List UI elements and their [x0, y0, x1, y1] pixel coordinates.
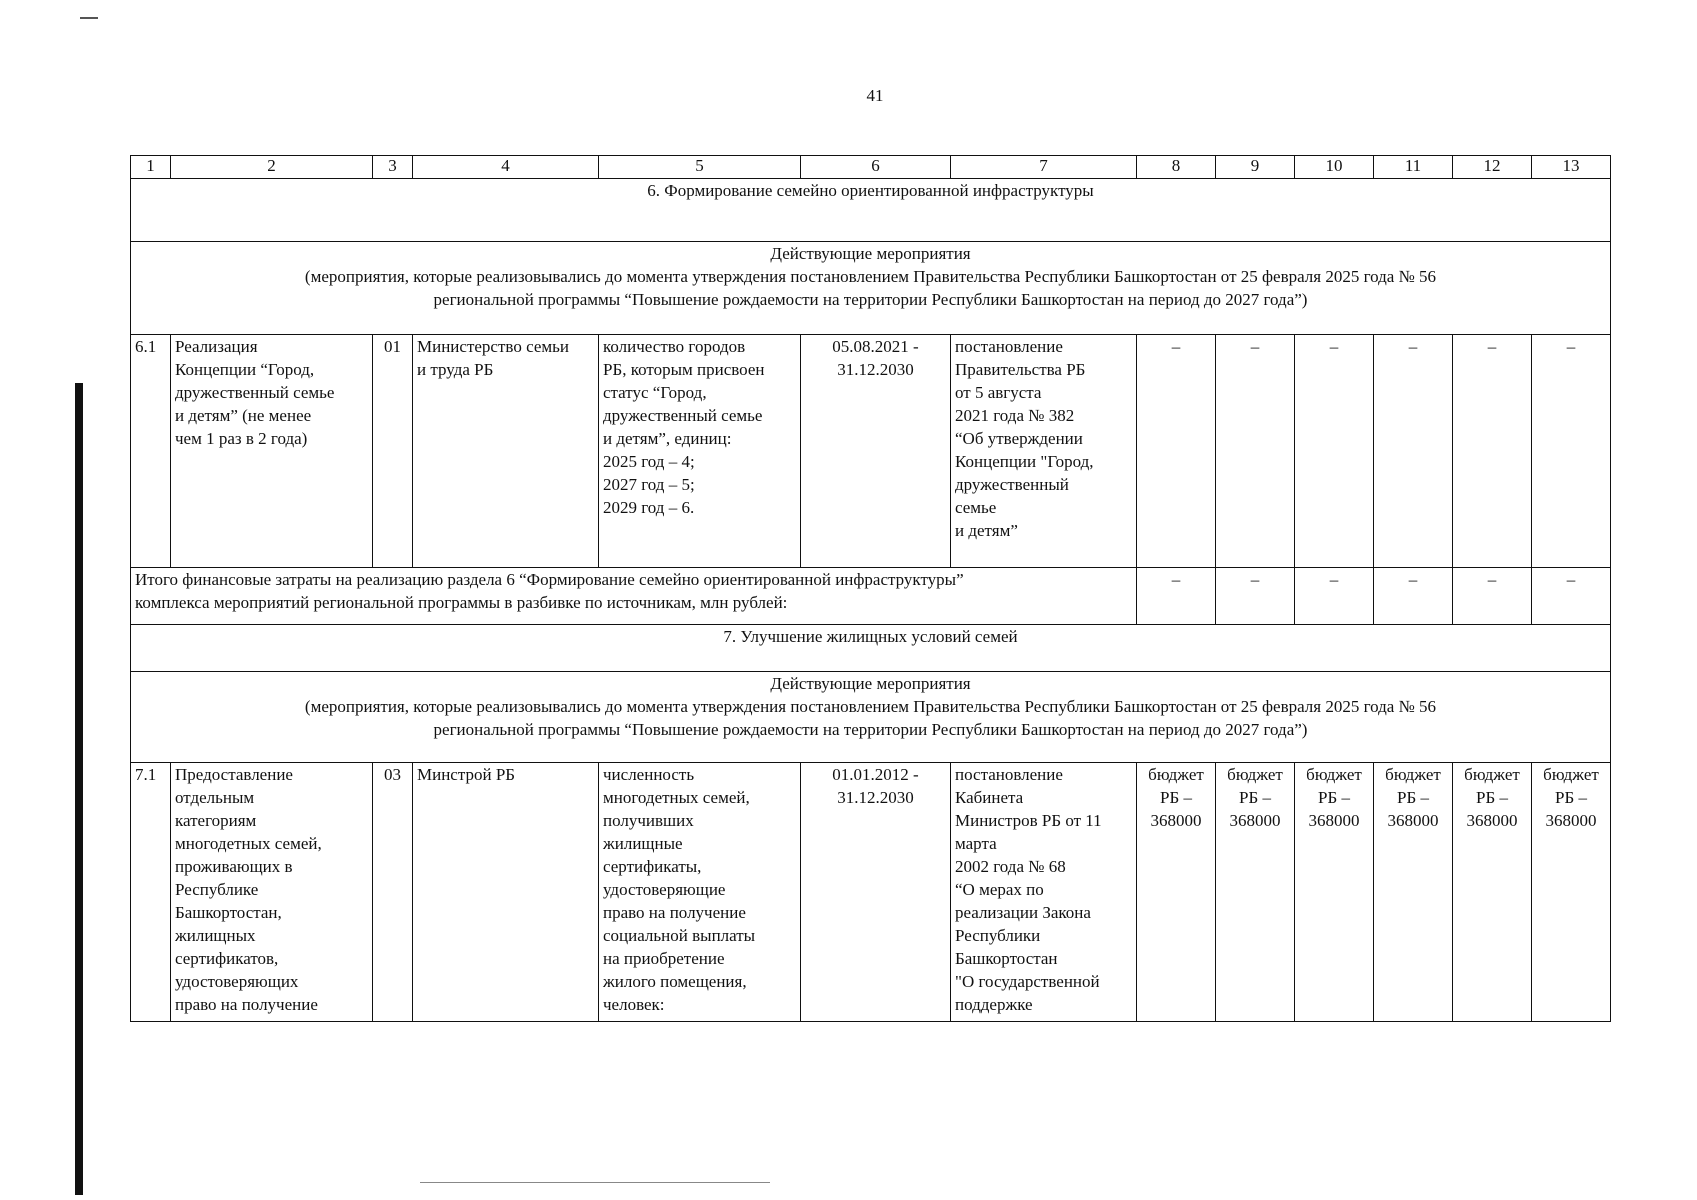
- executor-code: 01: [373, 335, 413, 568]
- col-number: 2: [171, 156, 373, 179]
- indicator: количество городов РБ, которым присвоен статус “Город, дружественный семье и детям”, единиц: 2025 год – 4; 2027 год – 5; 2029 год – 6.: [599, 335, 801, 568]
- section-title: 7. Улучшение жилищных условий семей: [131, 625, 1611, 672]
- page-number: 41: [866, 86, 884, 105]
- section-6-header-row: [131, 179, 1611, 242]
- scan-artifact-dash: [80, 17, 98, 19]
- funding-cell: –: [1137, 335, 1216, 568]
- executor: Министерство семьи и труда РБ: [413, 335, 599, 568]
- col-number: 10: [1295, 156, 1374, 179]
- scan-artifact-edge: [75, 383, 83, 1195]
- col-number: 13: [1532, 156, 1611, 179]
- executor: Минстрой РБ: [413, 763, 599, 1022]
- col-number: 8: [1137, 156, 1216, 179]
- funding-cell: –: [1216, 568, 1295, 625]
- current-measures-note: региональной программы “Повышение рождаемости на территории Республики Башкортостан на период до 2027 года”): [433, 290, 1308, 309]
- table-row: [131, 763, 1611, 1022]
- table-row: [131, 335, 1611, 568]
- program-table: [130, 155, 1611, 1022]
- funding-cell: –: [1453, 568, 1532, 625]
- legal-basis: постановление Правительства РБ от 5 августа 2021 года № 382 “Об утверждении Концепции "Город, дружественный семье и детям”: [951, 335, 1137, 568]
- current-measures-note: региональной программы “Повышение рождаемости на территории Республики Башкортостан на период до 2027 года”): [433, 720, 1308, 739]
- section-7-current-measures-row: [131, 672, 1611, 763]
- scan-artifact-line: [420, 1182, 770, 1183]
- column-numbers-row: [131, 156, 1611, 179]
- funding-cell: –: [1295, 568, 1374, 625]
- funding-cell: –: [1137, 568, 1216, 625]
- current-measures-note: (мероприятия, которые реализовывались до момента утверждения постановлением Правительства Республики Башкортостан от 25 февраля 2025 года № 56: [304, 267, 1437, 286]
- funding-cell: бюджет РБ – 368000: [1532, 763, 1611, 1022]
- col-number: 4: [413, 156, 599, 179]
- col-number: 11: [1374, 156, 1453, 179]
- funding-cell: –: [1374, 335, 1453, 568]
- period: 05.08.2021 - 31.12.2030: [801, 335, 951, 568]
- col-number: 5: [599, 156, 801, 179]
- section-6-current-measures-row: [131, 242, 1611, 335]
- col-number: 1: [131, 156, 171, 179]
- col-number: 12: [1453, 156, 1532, 179]
- funding-cell: бюджет РБ – 368000: [1374, 763, 1453, 1022]
- legal-basis: постановление Кабинета Министров РБ от 11 марта 2002 года № 68 “О мерах по реализации Закона Республики Башкортостан "О государственной поддержке: [951, 763, 1137, 1022]
- funding-cell: бюджет РБ – 368000: [1295, 763, 1374, 1022]
- indicator: численность многодетных семей, получивших жилищные сертификаты, удостоверяющие право на получение социальной выплаты на приобретение жилого помещения, человек:: [599, 763, 801, 1022]
- col-number: 6: [801, 156, 951, 179]
- measure-name: Предоставление отдельным категориям многодетных семей, проживающих в Республике Башкортостан, жилищных сертификатов, удостоверяющих право на получение: [171, 763, 373, 1022]
- section-6-total-row: [131, 568, 1611, 625]
- current-measures-cell: [131, 242, 1611, 335]
- period: 01.01.2012 - 31.12.2030: [801, 763, 951, 1022]
- funding-cell: бюджет РБ – 368000: [1453, 763, 1532, 1022]
- funding-cell: –: [1295, 335, 1374, 568]
- col-number: 7: [951, 156, 1137, 179]
- col-number: 3: [373, 156, 413, 179]
- col-number: 9: [1216, 156, 1295, 179]
- measure-name: Реализация Концепции “Город, дружественный семье и детям” (не менее чем 1 раз в 2 года): [171, 335, 373, 568]
- current-measures-cell: [131, 672, 1611, 763]
- funding-cell: бюджет РБ – 368000: [1137, 763, 1216, 1022]
- funding-cell: бюджет РБ – 368000: [1216, 763, 1295, 1022]
- current-measures-note: (мероприятия, которые реализовывались до момента утверждения постановлением Правительства Республики Башкортостан от 25 февраля 2025 года № 56: [304, 697, 1437, 716]
- funding-cell: –: [1216, 335, 1295, 568]
- funding-cell: –: [1453, 335, 1532, 568]
- funding-cell: –: [1532, 568, 1611, 625]
- current-measures-title: Действующие мероприятия: [770, 674, 971, 693]
- funding-cell: –: [1374, 568, 1453, 625]
- row-number: 6.1: [131, 335, 171, 568]
- funding-cell: –: [1532, 335, 1611, 568]
- total-label: Итого финансовые затраты на реализацию раздела 6 “Формирование семейно ориентированной инфраструктуры” комплекса мероприятий региональной программы в разбивке по источникам, млн рублей:: [131, 568, 1137, 625]
- section-title: 6. Формирование семейно ориентированной инфраструктуры: [131, 179, 1611, 242]
- executor-code: 03: [373, 763, 413, 1022]
- current-measures-title: Действующие мероприятия: [770, 244, 971, 263]
- section-7-header-row: [131, 625, 1611, 672]
- row-number: 7.1: [131, 763, 171, 1022]
